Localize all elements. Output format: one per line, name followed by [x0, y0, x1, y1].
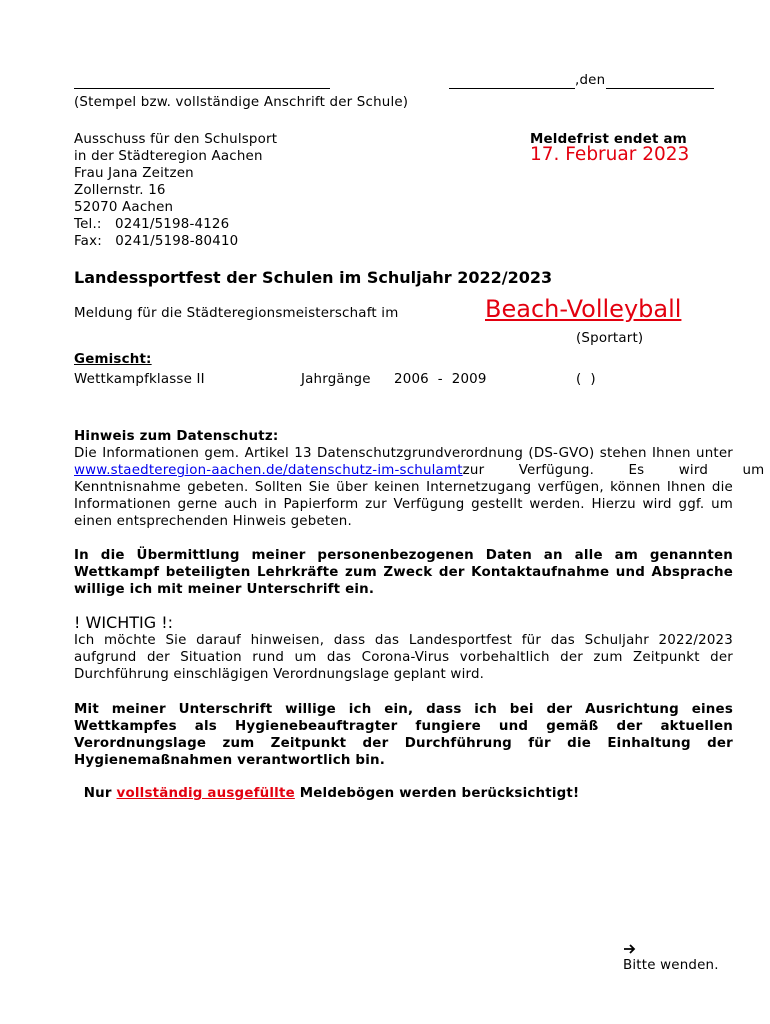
category-heading: Gemischt: — [74, 352, 152, 367]
deadline-date: 17. Februar 2023 — [530, 144, 690, 165]
stamp-note: (Stempel bzw. vollständige Anschrift der Schule) — [74, 95, 409, 110]
privacy-line-2 — [74, 462, 765, 479]
category-checkbox[interactable]: ( ) — [576, 372, 596, 387]
wichtig-heading: ! WICHTIG !: — [74, 613, 174, 632]
wichtig-text: Ich möchte Sie darauf hinweisen, dass das Landesportfest für das Schuljahr 2022/2023 aufgrund der Situation rund um das Corona-Virus vorbehaltlich der zum Zeitpunkt der Durchführung einschlägigen Verordnungslage geplant wird. — [74, 633, 733, 682]
privacy-line-2-rest: zur Verfügung. Es wird um — [462, 463, 765, 478]
sport-name: Beach-Volleyball — [485, 295, 682, 323]
address-line: Frau Jana Zeitzen — [74, 166, 194, 181]
address-line: Ausschuss für den Schulsport — [74, 132, 278, 147]
date-line — [606, 88, 714, 89]
address-line: 52070 Aachen — [74, 200, 174, 215]
notice-prefix: Nur — [83, 786, 117, 801]
address-line: in der Städteregion Aachen — [74, 149, 263, 164]
arrow-right-icon — [623, 940, 637, 952]
page-title: Landessportfest der Schulen im Schuljahr 2022/2023 — [74, 268, 553, 287]
meldung-label: Meldung für die Städteregionsmeisterschaft im — [74, 306, 399, 321]
address-line: Zollernstr. 16 — [74, 183, 166, 198]
privacy-link[interactable]: www.staedteregion-aachen.de/datenschutz-im-schulamt — [74, 463, 463, 478]
place-line — [449, 88, 575, 89]
deadline-label: Meldefrist endet am — [530, 132, 687, 147]
competition-class: Wettkampfklasse II — [74, 372, 205, 387]
den-label: ,den — [575, 73, 606, 88]
years-range: 2006 - 2009 — [394, 372, 487, 387]
completeness-notice — [74, 768, 579, 802]
sport-caption: (Sportart) — [576, 331, 644, 346]
address-line: Fax: 0241/5198-80410 — [74, 234, 239, 249]
address-line: Tel.: 0241/5198-4126 — [74, 217, 230, 232]
consent-text: In die Übermittlung meiner personenbezogenen Daten an alle am genannten Wettkampf beteiligten Lehrkräfte zum Zweck der Kontaktaufnahme und Absprache willige ich mit meiner Unterschrift ein. — [74, 548, 733, 597]
hygiene-text: Mit meiner Unterschrift willige ich ein, dass ich bei der Ausrichtung eines Wettkampfes als Hygienebeauftragter fungiere und gemäß der aktuellen Verordnungslage zum Zeitpunkt der Durchführung für die Einhaltung der Hygienemaßnahmen verantwortlich bin. — [74, 702, 733, 768]
school-stamp-line — [74, 88, 330, 89]
notice-highlight: vollständig ausgefüllte — [116, 786, 295, 801]
privacy-heading: Hinweis zum Datenschutz: — [74, 429, 279, 444]
turn-page-note: Bitte wenden. — [623, 958, 719, 973]
privacy-rest: Kenntnisnahme gebeten. Sollten Sie über keinen Internetzugang verfügen, können Ihnen die Informationen gerne auch in Papierform zur Verfügung gestellt werden. Hierzu wird ggf. um einen entsprechenden Hinweis gebeten. — [74, 480, 733, 529]
privacy-line-1: Die Informationen gem. Artikel 13 Datenschutzgrundverordnung (DS-GVO) stehen Ihnen unter — [74, 446, 733, 461]
years-label: Jahrgänge — [301, 372, 371, 387]
address-block — [74, 131, 277, 250]
notice-suffix: Meldebögen werden berücksichtigt! — [294, 786, 580, 801]
